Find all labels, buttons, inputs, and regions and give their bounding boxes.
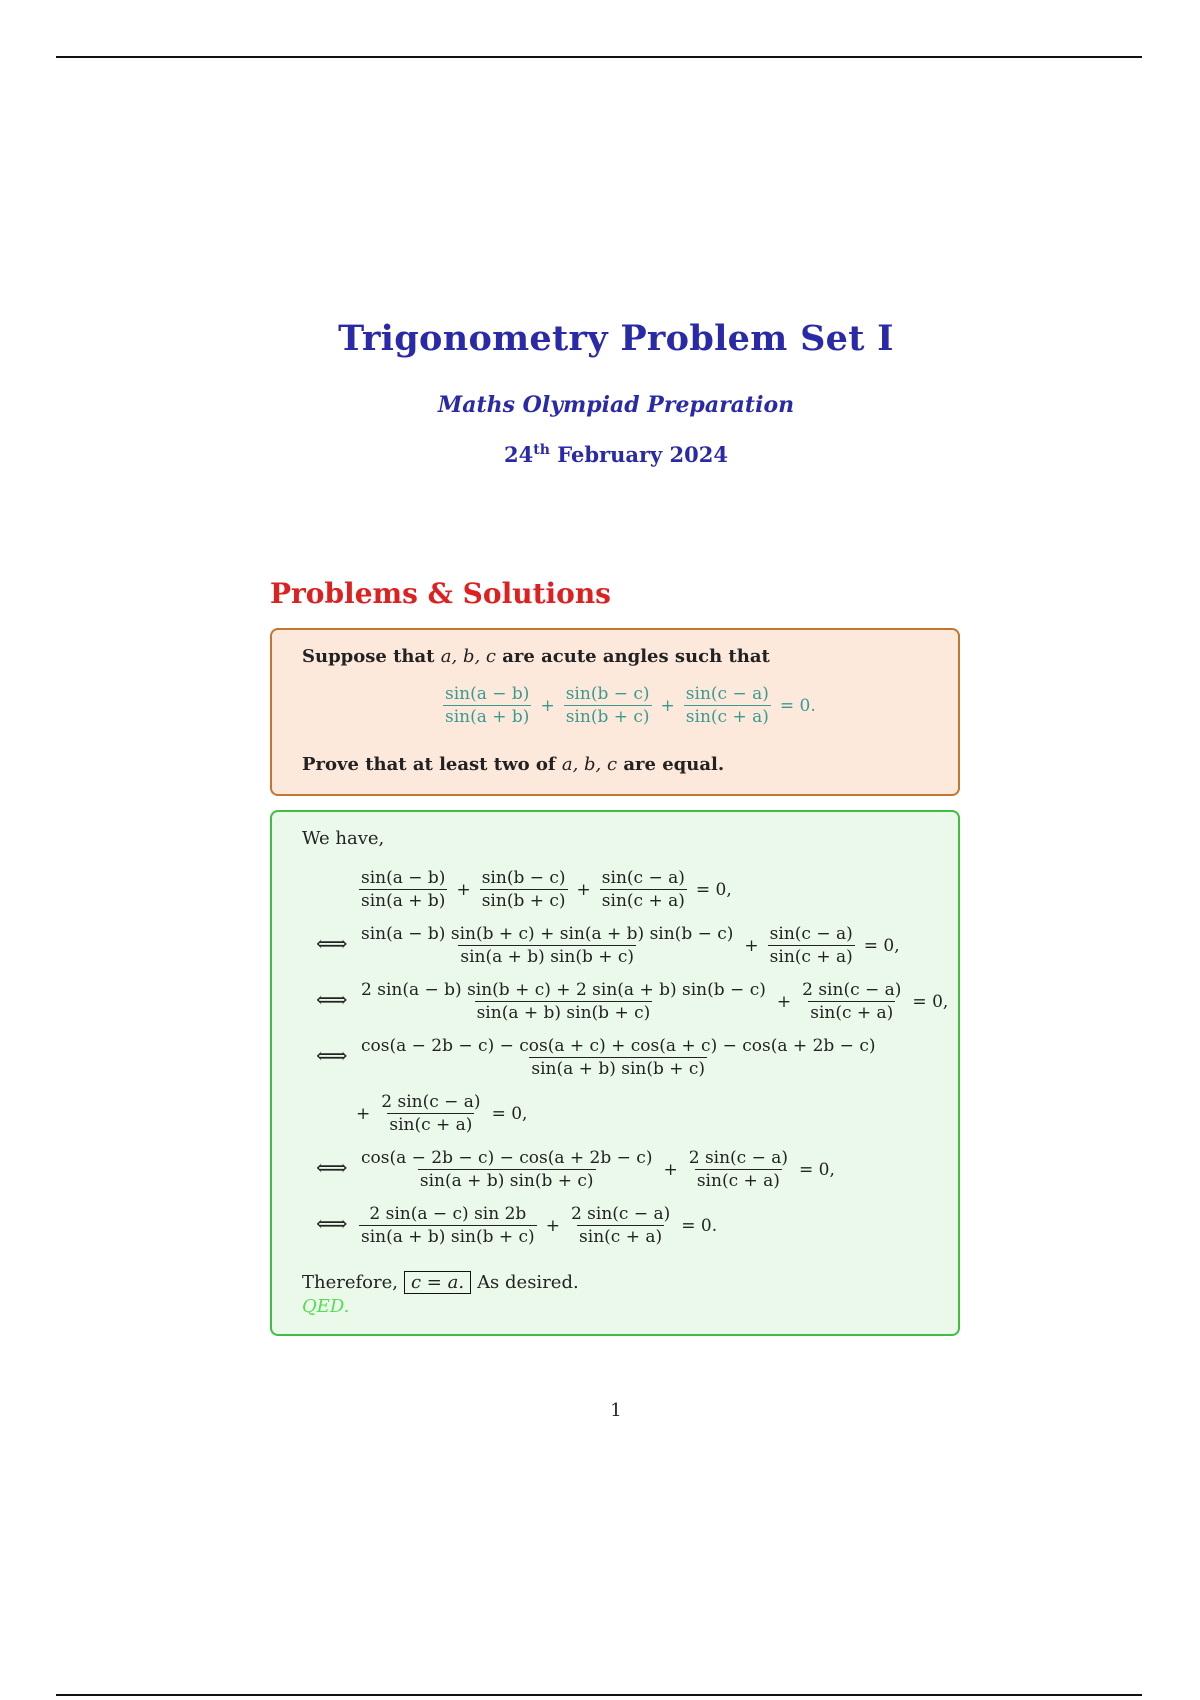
problem-prove-vars: a, b, c bbox=[561, 754, 618, 775]
denominator: sin(a + b) sin(b + c) bbox=[361, 1227, 535, 1247]
date-day: 24 bbox=[504, 442, 534, 467]
bottom-rule bbox=[56, 1694, 1142, 1696]
fraction bbox=[600, 868, 687, 911]
solution-intro: We have, bbox=[302, 828, 385, 849]
numerator: sin(b − c) bbox=[565, 684, 650, 704]
fraction bbox=[443, 684, 531, 727]
problem-prove-prefix: Prove that at least two of bbox=[302, 754, 562, 775]
fraction bbox=[379, 1092, 482, 1135]
fraction bbox=[569, 1204, 672, 1247]
fraction bbox=[687, 1148, 790, 1191]
solution-line-4 bbox=[356, 1036, 880, 1079]
date-suffix: th bbox=[533, 442, 550, 458]
solution-line-1 bbox=[356, 868, 738, 911]
equation-tail: = 0, bbox=[863, 935, 900, 956]
solution-line-6 bbox=[356, 1148, 841, 1191]
denominator: sin(c + a) bbox=[696, 1171, 780, 1191]
fraction bbox=[684, 684, 771, 727]
numerator: sin(c − a) bbox=[601, 868, 685, 888]
equation-tail: = 0, bbox=[799, 1159, 835, 1180]
numerator: 2 sin(c − a) bbox=[381, 1092, 481, 1112]
solution-line-2 bbox=[356, 924, 906, 967]
denominator: sin(a + b) sin(b + c) bbox=[531, 1059, 706, 1079]
denominator: sin(b + c) bbox=[481, 891, 566, 911]
fraction bbox=[359, 924, 735, 967]
fraction bbox=[359, 1204, 537, 1247]
denominator: sin(a + b) sin(b + c) bbox=[476, 1003, 651, 1023]
equation-tail: = 0. bbox=[779, 695, 816, 716]
denominator: sin(c + a) bbox=[810, 1003, 894, 1023]
solution-line-7 bbox=[356, 1204, 723, 1247]
boxed-answer: c = a. bbox=[404, 1271, 471, 1294]
numerator: cos(a − 2b − c) − cos(a + c) + cos(a + c) − cos(a + 2b − c) bbox=[361, 1036, 876, 1056]
problem-prove bbox=[302, 754, 724, 775]
problem-intro-prefix: Suppose that bbox=[302, 646, 441, 667]
conclusion-prefix: Therefore, bbox=[302, 1272, 398, 1293]
fraction bbox=[359, 980, 768, 1023]
plus-sign: + bbox=[663, 1159, 678, 1180]
numerator: sin(c − a) bbox=[685, 684, 769, 704]
numerator: sin(c − a) bbox=[769, 924, 853, 944]
top-rule bbox=[56, 56, 1142, 58]
document-date bbox=[0, 442, 1200, 467]
qed-mark: QED. bbox=[302, 1296, 350, 1317]
denominator: sin(a + b) sin(b + c) bbox=[419, 1171, 594, 1191]
solution-line-5 bbox=[356, 1092, 533, 1135]
problem-intro-suffix: are acute angles such that bbox=[496, 646, 770, 667]
denominator: sin(c + a) bbox=[685, 707, 769, 727]
plus-sign: + bbox=[545, 1215, 560, 1236]
plus-sign: + bbox=[744, 935, 759, 956]
page-number: 1 bbox=[610, 1400, 622, 1421]
fraction bbox=[359, 868, 447, 911]
numerator: 2 sin(c − a) bbox=[688, 1148, 789, 1168]
document-subtitle: Maths Olympiad Preparation bbox=[437, 392, 795, 418]
fraction bbox=[359, 1148, 654, 1191]
numerator: sin(a − b) sin(b + c) + sin(a + b) sin(b − c) bbox=[361, 924, 734, 944]
plus-sign: + bbox=[540, 695, 555, 716]
plus-sign: + bbox=[356, 1103, 371, 1124]
numerator: sin(a − b) bbox=[445, 684, 530, 704]
numerator: sin(a − b) bbox=[361, 868, 446, 888]
numerator: 2 sin(a − b) sin(b + c) + 2 sin(a + b) sin(b − c) bbox=[361, 980, 766, 1000]
denominator: sin(c + a) bbox=[769, 947, 853, 967]
numerator: cos(a − 2b − c) − cos(a + 2b − c) bbox=[361, 1148, 653, 1168]
denominator: sin(c + a) bbox=[601, 891, 685, 911]
plus-sign: + bbox=[660, 695, 675, 716]
fraction bbox=[564, 684, 652, 727]
fraction bbox=[800, 980, 903, 1023]
denominator: sin(a + b) sin(b + c) bbox=[460, 947, 635, 967]
denominator: sin(a + b) bbox=[361, 891, 446, 911]
date-rest: February 2024 bbox=[549, 442, 728, 467]
iff-symbol: ⟺ bbox=[316, 1156, 348, 1181]
problem-equation bbox=[440, 684, 822, 727]
plus-sign: + bbox=[776, 991, 792, 1012]
equation-tail: = 0, bbox=[912, 991, 949, 1012]
solution-conclusion bbox=[302, 1272, 579, 1293]
problem-prove-suffix: are equal. bbox=[617, 754, 725, 775]
problem-box bbox=[270, 628, 960, 796]
numerator: 2 sin(c − a) bbox=[802, 980, 902, 1000]
problem-intro bbox=[302, 646, 770, 667]
solution-box bbox=[270, 810, 960, 1336]
document-title: Trigonometry Problem Set I bbox=[338, 318, 894, 359]
denominator: sin(c + a) bbox=[389, 1115, 473, 1135]
fraction bbox=[359, 1036, 877, 1079]
fraction bbox=[480, 868, 568, 911]
iff-symbol: ⟺ bbox=[316, 1212, 348, 1237]
equation-tail: = 0. bbox=[681, 1215, 718, 1236]
iff-symbol: ⟺ bbox=[316, 988, 348, 1013]
equation-tail: = 0, bbox=[491, 1103, 528, 1124]
conclusion-suffix: As desired. bbox=[477, 1272, 579, 1293]
problem-intro-vars: a, b, c bbox=[440, 646, 496, 667]
numerator: 2 sin(a − c) sin 2b bbox=[369, 1204, 527, 1224]
numerator: 2 sin(c − a) bbox=[570, 1204, 671, 1224]
solution-line-3 bbox=[356, 980, 954, 1023]
denominator: sin(a + b) bbox=[445, 707, 530, 727]
denominator: sin(c + a) bbox=[579, 1227, 663, 1247]
plus-sign: + bbox=[576, 879, 591, 900]
section-title: Problems & Solutions bbox=[270, 577, 611, 610]
iff-symbol: ⟺ bbox=[316, 1044, 348, 1069]
equation-tail: = 0, bbox=[695, 879, 732, 900]
fraction bbox=[768, 924, 855, 967]
plus-sign: + bbox=[456, 879, 471, 900]
iff-symbol: ⟺ bbox=[316, 932, 348, 957]
denominator: sin(b + c) bbox=[565, 707, 650, 727]
numerator: sin(b − c) bbox=[481, 868, 566, 888]
